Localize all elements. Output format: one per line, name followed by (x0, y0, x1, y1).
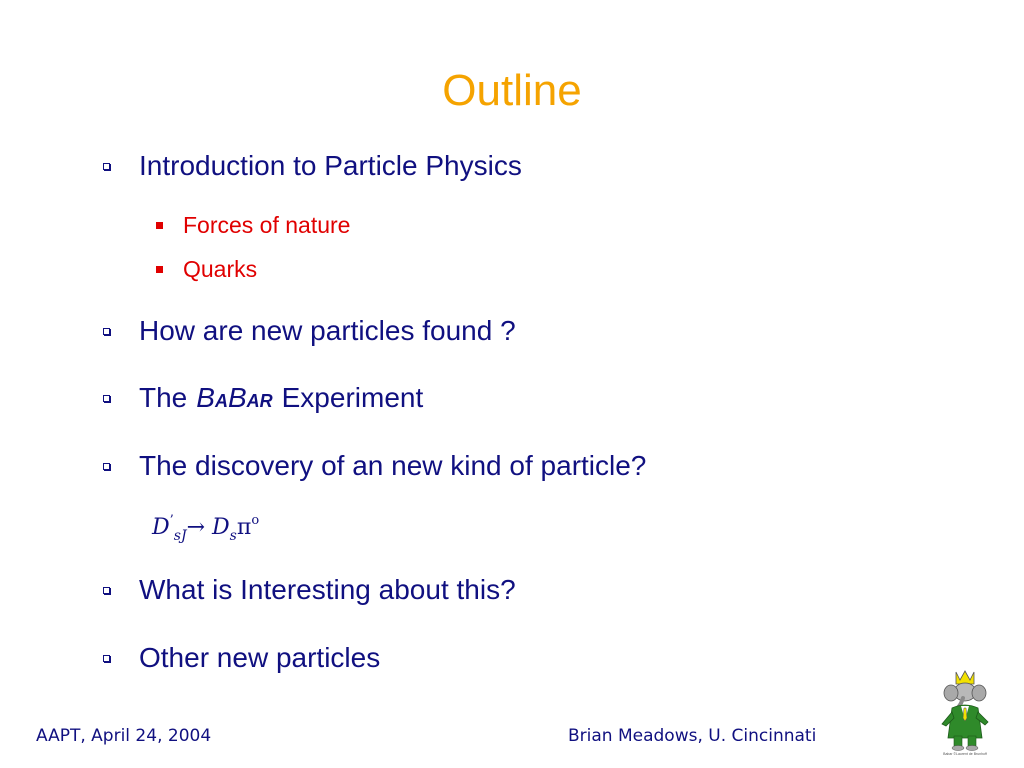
filled-square-bullet-icon (156, 266, 163, 273)
bullet-item (103, 150, 522, 182)
bullet-item (103, 315, 516, 347)
hollow-square-bullet-icon (103, 655, 110, 662)
slide-title: Outline (442, 66, 582, 115)
hollow-square-bullet-icon (103, 587, 110, 594)
babar-elephant-logo-icon (930, 668, 1000, 756)
bullet-text: What is Interesting about this? (139, 574, 516, 605)
bullet-item (103, 574, 516, 606)
bullet-text: Other new particles (139, 642, 381, 673)
bullet-text: The discovery of an new kind of particle? (139, 450, 647, 481)
bullet-item (103, 642, 380, 674)
hollow-square-bullet-icon (103, 163, 110, 170)
decay-equation: $D^’_{sJ}\to D_s\pi^o$ (152, 513, 260, 544)
footer-right: Brian Meadows, U. Cincinnati (568, 726, 817, 746)
bullet-text: Introduction to Particle Physics (139, 150, 522, 181)
bullet-text-before: The (139, 382, 188, 413)
sub-bullet-text: Forces of nature (183, 212, 351, 238)
hollow-square-bullet-icon (103, 463, 110, 470)
filled-square-bullet-icon (156, 222, 163, 229)
bullet-text-after: Experiment (281, 382, 424, 413)
babar-wordmark: BABAR (196, 382, 273, 413)
logo-caption: Babar ©Laurent de Brunhoff (943, 752, 987, 756)
bullet-text: How are new particles found ? (139, 315, 516, 346)
hollow-square-bullet-icon (103, 328, 110, 335)
bullet-item (103, 382, 423, 414)
footer-left: AAPT, April 24, 2004 (36, 726, 212, 746)
sub-bullet-text: Quarks (183, 256, 258, 282)
hollow-square-bullet-icon (103, 395, 110, 402)
sub-bullet-item (156, 256, 257, 283)
bullet-item (103, 450, 646, 482)
sub-bullet-item (156, 212, 350, 239)
